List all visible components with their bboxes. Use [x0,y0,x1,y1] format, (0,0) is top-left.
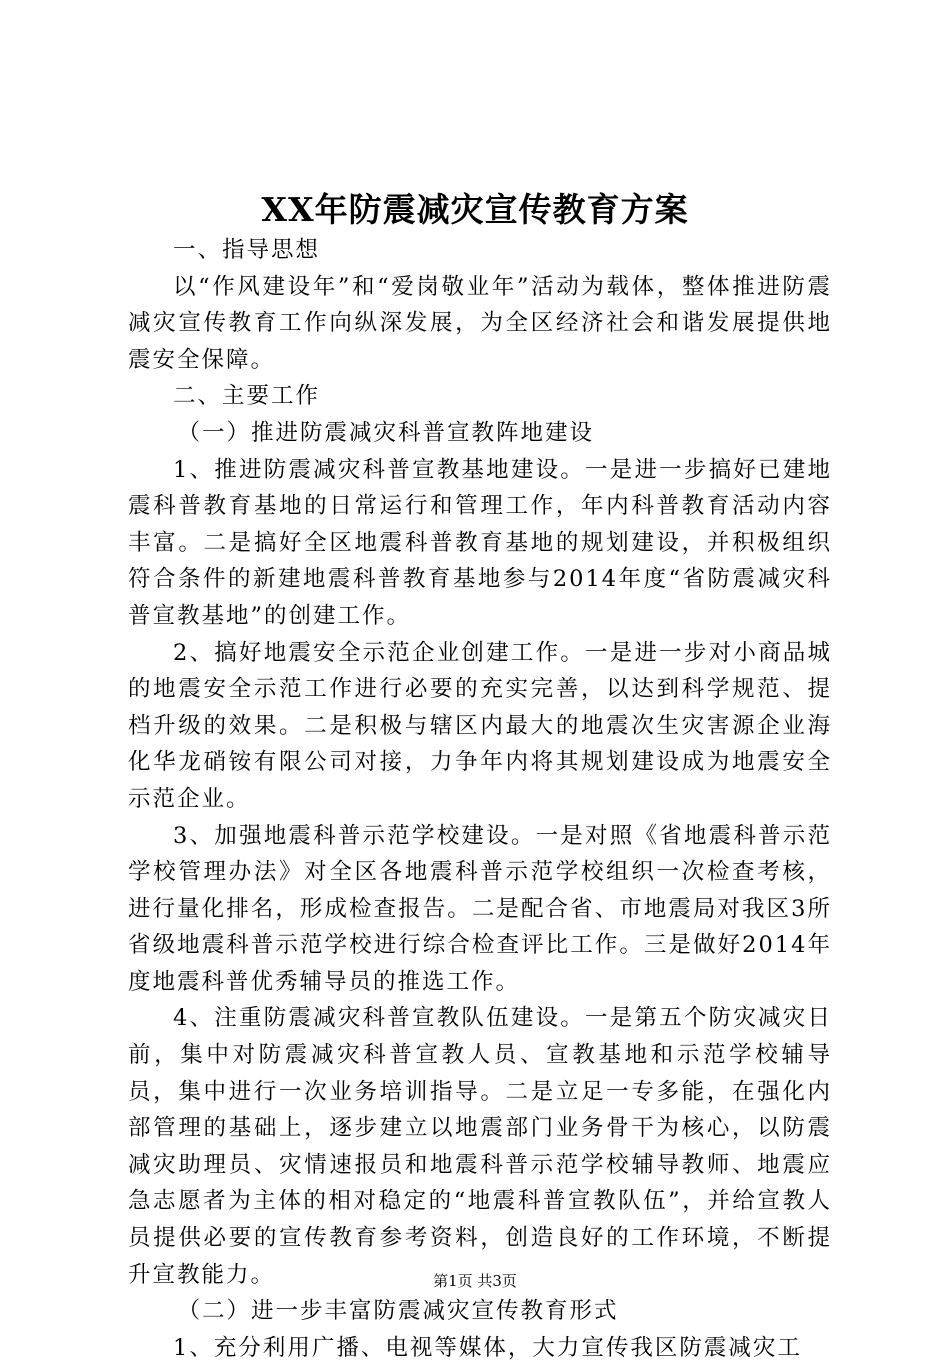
document-title: XX年防震减灾宣传教育方案 [261,190,689,229]
subsection-heading-education-forms: （二）进一步丰富防震减灾宣传教育形式 [177,1298,619,1325]
section-heading-guiding-ideology: 一、指导思想 [173,237,321,263]
paragraph-media-item-1: 1、充分利用广播、电视等媒体，大力宣传我区防震减灾工 [173,1334,802,1361]
subsection-heading-base-building: （一）推进防震减灾科普宣教阵地建设 [177,419,595,446]
page-footer: 第1页 共3页 [433,1272,517,1290]
paragraph-item-4: 4、注重防震减灾科普宣教队伍建设。一是第五个防灾减灾日前，集中对防震减灾科普宣教人员、宣教基地和示范学校辅导员，集中进行一次业务培训指导。二是立足一专多能，在强化内部管理的基础上，逐步建立以地震部门业务骨干为核心，以防震减灾助理员、灾情速报员和地震科普示范学校辅导教师、地震应急志愿者为主体的相对稳定的“地震科普宣教队伍”，并给宣教人员提供必要的宣传教育参考资料，创造良好的工作环境，不断提升宣教能力。 [128,1005,832,1288]
document-body [128,232,832,1366]
section-heading-main-work: 二、主要工作 [173,383,321,410]
paragraph-guiding-ideology: 以“作风建设年”和“爱岗敬业年”活动为载体，整体推进防震减灾宣传教育工作向纵深发展，为全区经济社会和谐发展提供地震安全保障。 [128,273,832,373]
paragraph-item-2: 2、搞好地震安全示范企业创建工作。一是进一步对小商品城的地震安全示范工作进行必要的充实完善，以达到科学规范、提档升级的效果。二是积极与辖区内最大的地震次生灾害源企业海化华龙硝铵有限公司对接，力争年内将其规划建设成为地震安全示范企业。 [128,639,832,812]
paragraph-item-3: 3、加强地震科普示范学校建设。一是对照《省地震科普示范学校管理办法》对全区各地震科普示范学校组织一次检查考核，进行量化排名，形成检查报告。二是配合省、市地震局对我区3所省级地震科普示范学校进行综合检查评比工作。三是做好2014年度地震科普优秀辅导员的推选工作。 [128,822,832,995]
paragraph-item-1: 1、推进防震减灾科普宣教基地建设。一是进一步搞好已建地震科普教育基地的日常运行和管理工作，年内科普教育活动内容丰富。二是搞好全区地震科普教育基地的规划建设，并积极组织符合条件的新建地震科普教育基地参与2014年度“省防震减灾科普宣教基地”的创建工作。 [128,456,832,629]
